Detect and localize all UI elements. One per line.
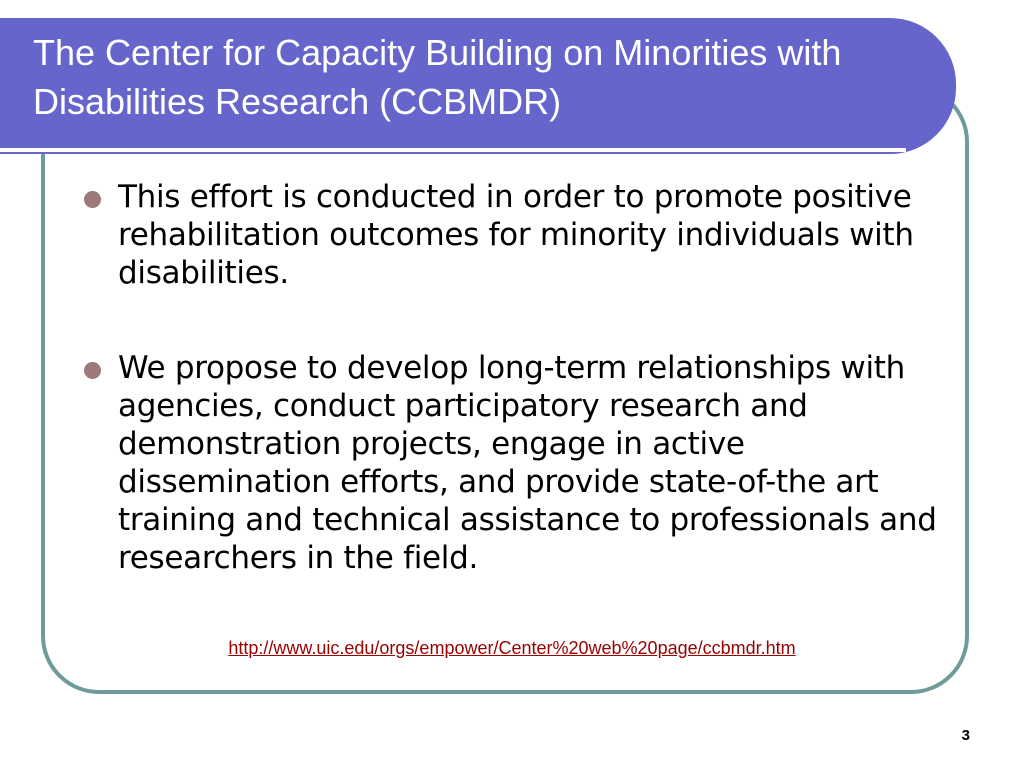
slide-number: 3 xyxy=(961,727,970,744)
bullet-item xyxy=(84,349,954,577)
bullet-list xyxy=(84,178,954,577)
bullet-text: We propose to develop long-term relationships with agencies, conduct participatory research and demonstration projects, engage in active dissemination efforts, and provide state-of-the art training and technical assistance to professionals and researchers in the field. xyxy=(118,350,937,576)
bullet-dot-icon xyxy=(84,191,101,208)
bullet-item xyxy=(84,178,954,292)
slide-title: The Center for Capacity Building on Minorities with Disabilities Research (CCBMDR) xyxy=(33,32,842,122)
title-underline xyxy=(0,148,906,152)
bullet-text: This effort is conducted in order to promote positive rehabilitation outcomes for minority individuals with disabilities. xyxy=(118,179,914,291)
bullet-dot-icon xyxy=(84,362,101,379)
reference-link[interactable]: http://www.uic.edu/orgs/empower/Center%20web%20page/ccbmdr.htm xyxy=(228,638,796,658)
